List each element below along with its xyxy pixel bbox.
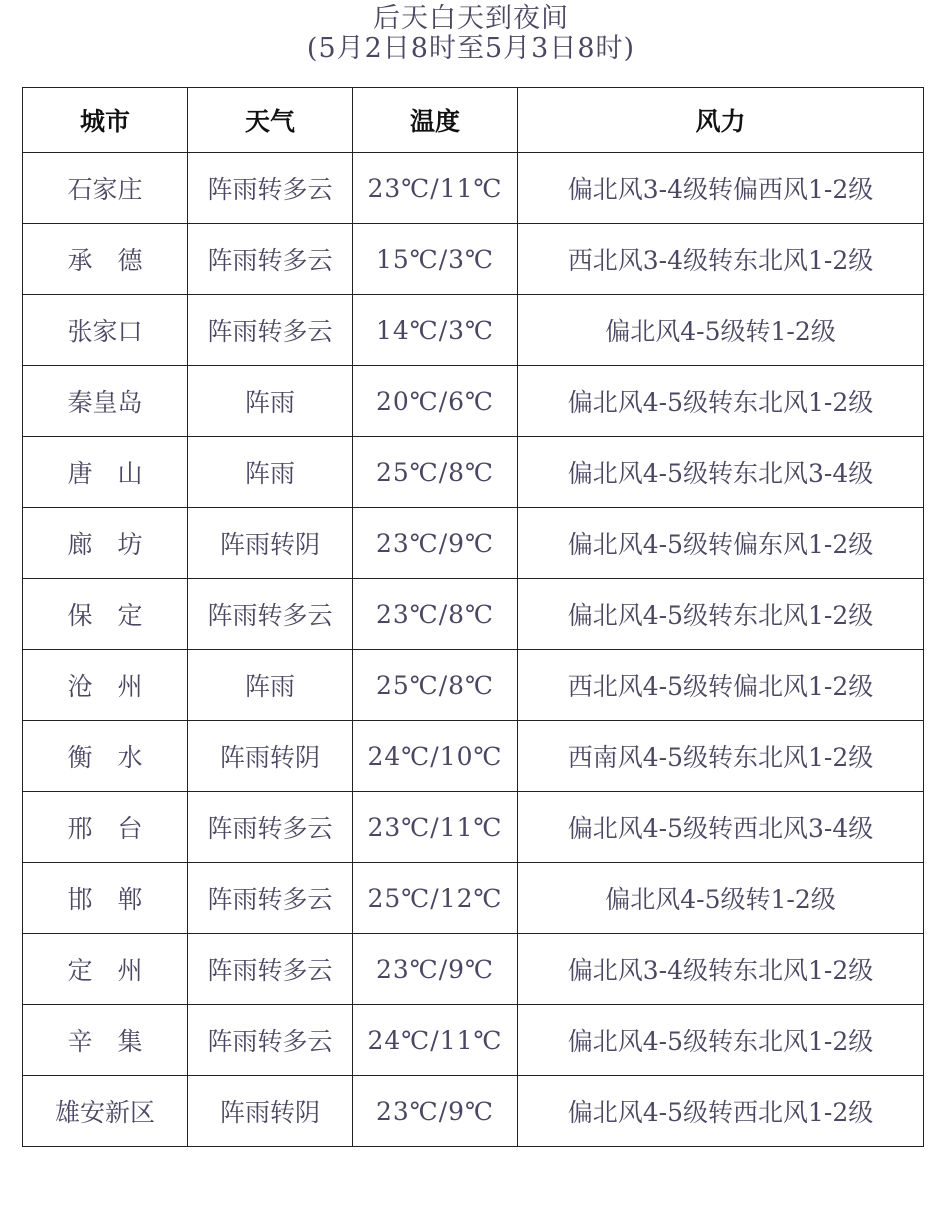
city-cell: 定 州 <box>23 934 188 1005</box>
wind-cell: 偏北风4-5级转西北风1-2级 <box>518 1076 924 1147</box>
city-cell: 承 德 <box>23 224 188 295</box>
weather-cell: 阵雨 <box>188 650 353 721</box>
table-row <box>23 153 924 224</box>
city-cell: 张家口 <box>23 295 188 366</box>
wind-cell: 偏北风4-5级转西北风3-4级 <box>518 792 924 863</box>
city-cell: 保 定 <box>23 579 188 650</box>
wind-cell: 偏北风4-5级转偏东风1-2级 <box>518 508 924 579</box>
weather-cell: 阵雨转阴 <box>188 1076 353 1147</box>
temperature-cell: 23℃/9℃ <box>353 1076 518 1147</box>
table-row <box>23 437 924 508</box>
wind-cell: 偏北风4-5级转东北风3-4级 <box>518 437 924 508</box>
forecast-title <box>0 4 942 64</box>
city-cell: 石家庄 <box>23 153 188 224</box>
table-row <box>23 224 924 295</box>
weather-cell: 阵雨转多云 <box>188 792 353 863</box>
weather-cell: 阵雨转多云 <box>188 224 353 295</box>
header-wind: 风力 <box>518 88 924 153</box>
temperature-cell: 25℃/12℃ <box>353 863 518 934</box>
city-cell: 廊 坊 <box>23 508 188 579</box>
wind-cell: 偏北风4-5级转1-2级 <box>518 295 924 366</box>
temperature-cell: 23℃/9℃ <box>353 508 518 579</box>
table-header-row <box>23 88 924 153</box>
wind-cell: 西南风4-5级转东北风1-2级 <box>518 721 924 792</box>
forecast-table <box>22 87 924 1147</box>
table-row <box>23 934 924 1005</box>
weather-cell: 阵雨转多云 <box>188 153 353 224</box>
temperature-cell: 24℃/10℃ <box>353 721 518 792</box>
table-row <box>23 579 924 650</box>
city-cell: 雄安新区 <box>23 1076 188 1147</box>
temperature-cell: 23℃/11℃ <box>353 792 518 863</box>
table-row <box>23 508 924 579</box>
wind-cell: 偏北风4-5级转东北风1-2级 <box>518 1005 924 1076</box>
wind-cell: 偏北风3-4级转东北风1-2级 <box>518 934 924 1005</box>
temperature-cell: 15℃/3℃ <box>353 224 518 295</box>
temperature-cell: 23℃/9℃ <box>353 934 518 1005</box>
temperature-cell: 23℃/8℃ <box>353 579 518 650</box>
city-cell: 邢 台 <box>23 792 188 863</box>
wind-cell: 偏北风3-4级转偏西风1-2级 <box>518 153 924 224</box>
table-row <box>23 1005 924 1076</box>
weather-cell: 阵雨转阴 <box>188 721 353 792</box>
weather-cell: 阵雨转多云 <box>188 295 353 366</box>
city-cell: 秦皇岛 <box>23 366 188 437</box>
temperature-cell: 25℃/8℃ <box>353 437 518 508</box>
temperature-cell: 23℃/11℃ <box>353 153 518 224</box>
temperature-cell: 14℃/3℃ <box>353 295 518 366</box>
weather-cell: 阵雨转多云 <box>188 579 353 650</box>
wind-cell: 西北风4-5级转偏北风1-2级 <box>518 650 924 721</box>
wind-cell: 偏北风4-5级转东北风1-2级 <box>518 579 924 650</box>
table-row <box>23 366 924 437</box>
wind-cell: 西北风3-4级转东北风1-2级 <box>518 224 924 295</box>
title-time-range: (5月2日8时至5月3日8时) <box>306 33 636 64</box>
temperature-cell: 25℃/8℃ <box>353 650 518 721</box>
header-temperature: 温度 <box>353 88 518 153</box>
weather-cell: 阵雨转阴 <box>188 508 353 579</box>
header-weather: 天气 <box>188 88 353 153</box>
city-cell: 沧 州 <box>23 650 188 721</box>
table-row <box>23 721 924 792</box>
weather-cell: 阵雨转多云 <box>188 863 353 934</box>
table-row <box>23 863 924 934</box>
weather-cell: 阵雨转多云 <box>188 1005 353 1076</box>
title-period: 后天白天到夜间 <box>373 3 569 34</box>
city-cell: 唐 山 <box>23 437 188 508</box>
temperature-cell: 24℃/11℃ <box>353 1005 518 1076</box>
wind-cell: 偏北风4-5级转1-2级 <box>518 863 924 934</box>
city-cell: 衡 水 <box>23 721 188 792</box>
city-cell: 辛 集 <box>23 1005 188 1076</box>
wind-cell: 偏北风4-5级转东北风1-2级 <box>518 366 924 437</box>
table-row <box>23 295 924 366</box>
city-cell: 邯 郸 <box>23 863 188 934</box>
temperature-cell: 20℃/6℃ <box>353 366 518 437</box>
table-row <box>23 650 924 721</box>
weather-cell: 阵雨转多云 <box>188 934 353 1005</box>
weather-cell: 阵雨 <box>188 366 353 437</box>
table-row <box>23 1076 924 1147</box>
weather-cell: 阵雨 <box>188 437 353 508</box>
header-city: 城市 <box>23 88 188 153</box>
table-row <box>23 792 924 863</box>
